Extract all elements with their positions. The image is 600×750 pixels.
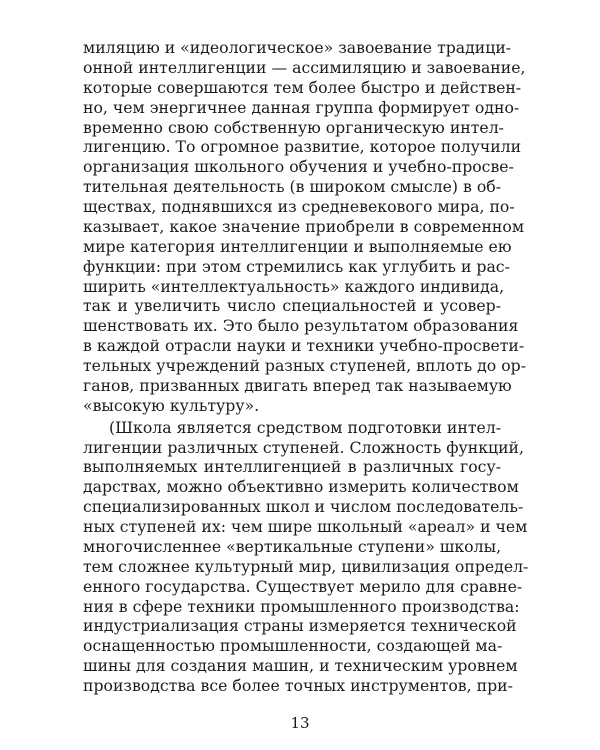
- text-line: мире категория интеллигенции и выполняемые ею: [83, 237, 512, 256]
- text-line: казывает, какое значение приобрели в современном: [83, 217, 525, 236]
- text-line: онной интеллигенции — ассимиляцию и завоевание,: [83, 58, 526, 77]
- text-line: производства все более точных инструментов, при-: [83, 676, 513, 695]
- text-line: ганов, призванных двигать вперед так называемую: [83, 376, 512, 395]
- text-line: так и увеличить число специальностей и усовер-: [83, 296, 501, 315]
- text-line: оснащенностью промышленности, создающей ма-: [83, 636, 503, 655]
- text-line: но, чем энергичнее данная группа формирует одно-: [83, 98, 520, 117]
- text-line: дарствах, можно объективно измерить количеством: [83, 477, 519, 496]
- text-line: временно свою собственную органическую интел-: [83, 118, 504, 137]
- text-line: енного государства. Существует мерило для сравне-: [83, 577, 523, 596]
- text-line: организация школьного обучения и учебно-просве-: [83, 157, 514, 176]
- text-line: шины для создания машин, и техническим уровнем: [83, 656, 518, 675]
- text-line: (Школа является средством подготовки интел-: [109, 418, 502, 437]
- text-line: шенствовать их. Это было результатом образования: [83, 316, 519, 335]
- text-line: индустриализация страны измеряется технической: [83, 616, 517, 635]
- text-line: ния в сфере техники промышленного производства:: [83, 597, 520, 616]
- text-line: специализированных школ и числом последователь-: [83, 497, 524, 516]
- text-line: «высокую культуру».: [83, 396, 260, 415]
- text-line: ных ступеней их: чем шире школьный «ареал» и чем: [83, 517, 528, 536]
- text-line: многочисленнее «вертикальные ступени» школы,: [83, 537, 502, 556]
- text-line: ширить «интеллектуальность» каждого индивида,: [83, 277, 505, 296]
- text-line: лигенции различных ступеней. Сложность функций,: [83, 438, 524, 457]
- text-line: в каждой отрасли науки и техники учебно-просвети-: [83, 336, 525, 355]
- text-line: тительная деятельность (в широком смысле) в об-: [83, 177, 502, 196]
- text-line: лигенцию. То огромное развитие, которое получили: [83, 137, 522, 156]
- text-line: выполняемых интеллигенцией в различных госу-: [83, 457, 501, 476]
- text-line: тельных учреждений разных ступеней, вплоть до ор-: [83, 356, 527, 375]
- text-line: ществах, поднявшихся из средневекового мира, по-: [83, 197, 515, 216]
- text-line: функции: при этом стремились как углубить и рас-: [83, 257, 510, 276]
- text-line: тем сложнее культурный мир, цивилизация определ-: [83, 557, 529, 576]
- text-line: миляцию и «идеологическое» завоевание традици-: [83, 38, 512, 57]
- page-number: 13: [290, 714, 310, 732]
- text-line: которые совершаются тем более быстро и действен-: [83, 78, 522, 97]
